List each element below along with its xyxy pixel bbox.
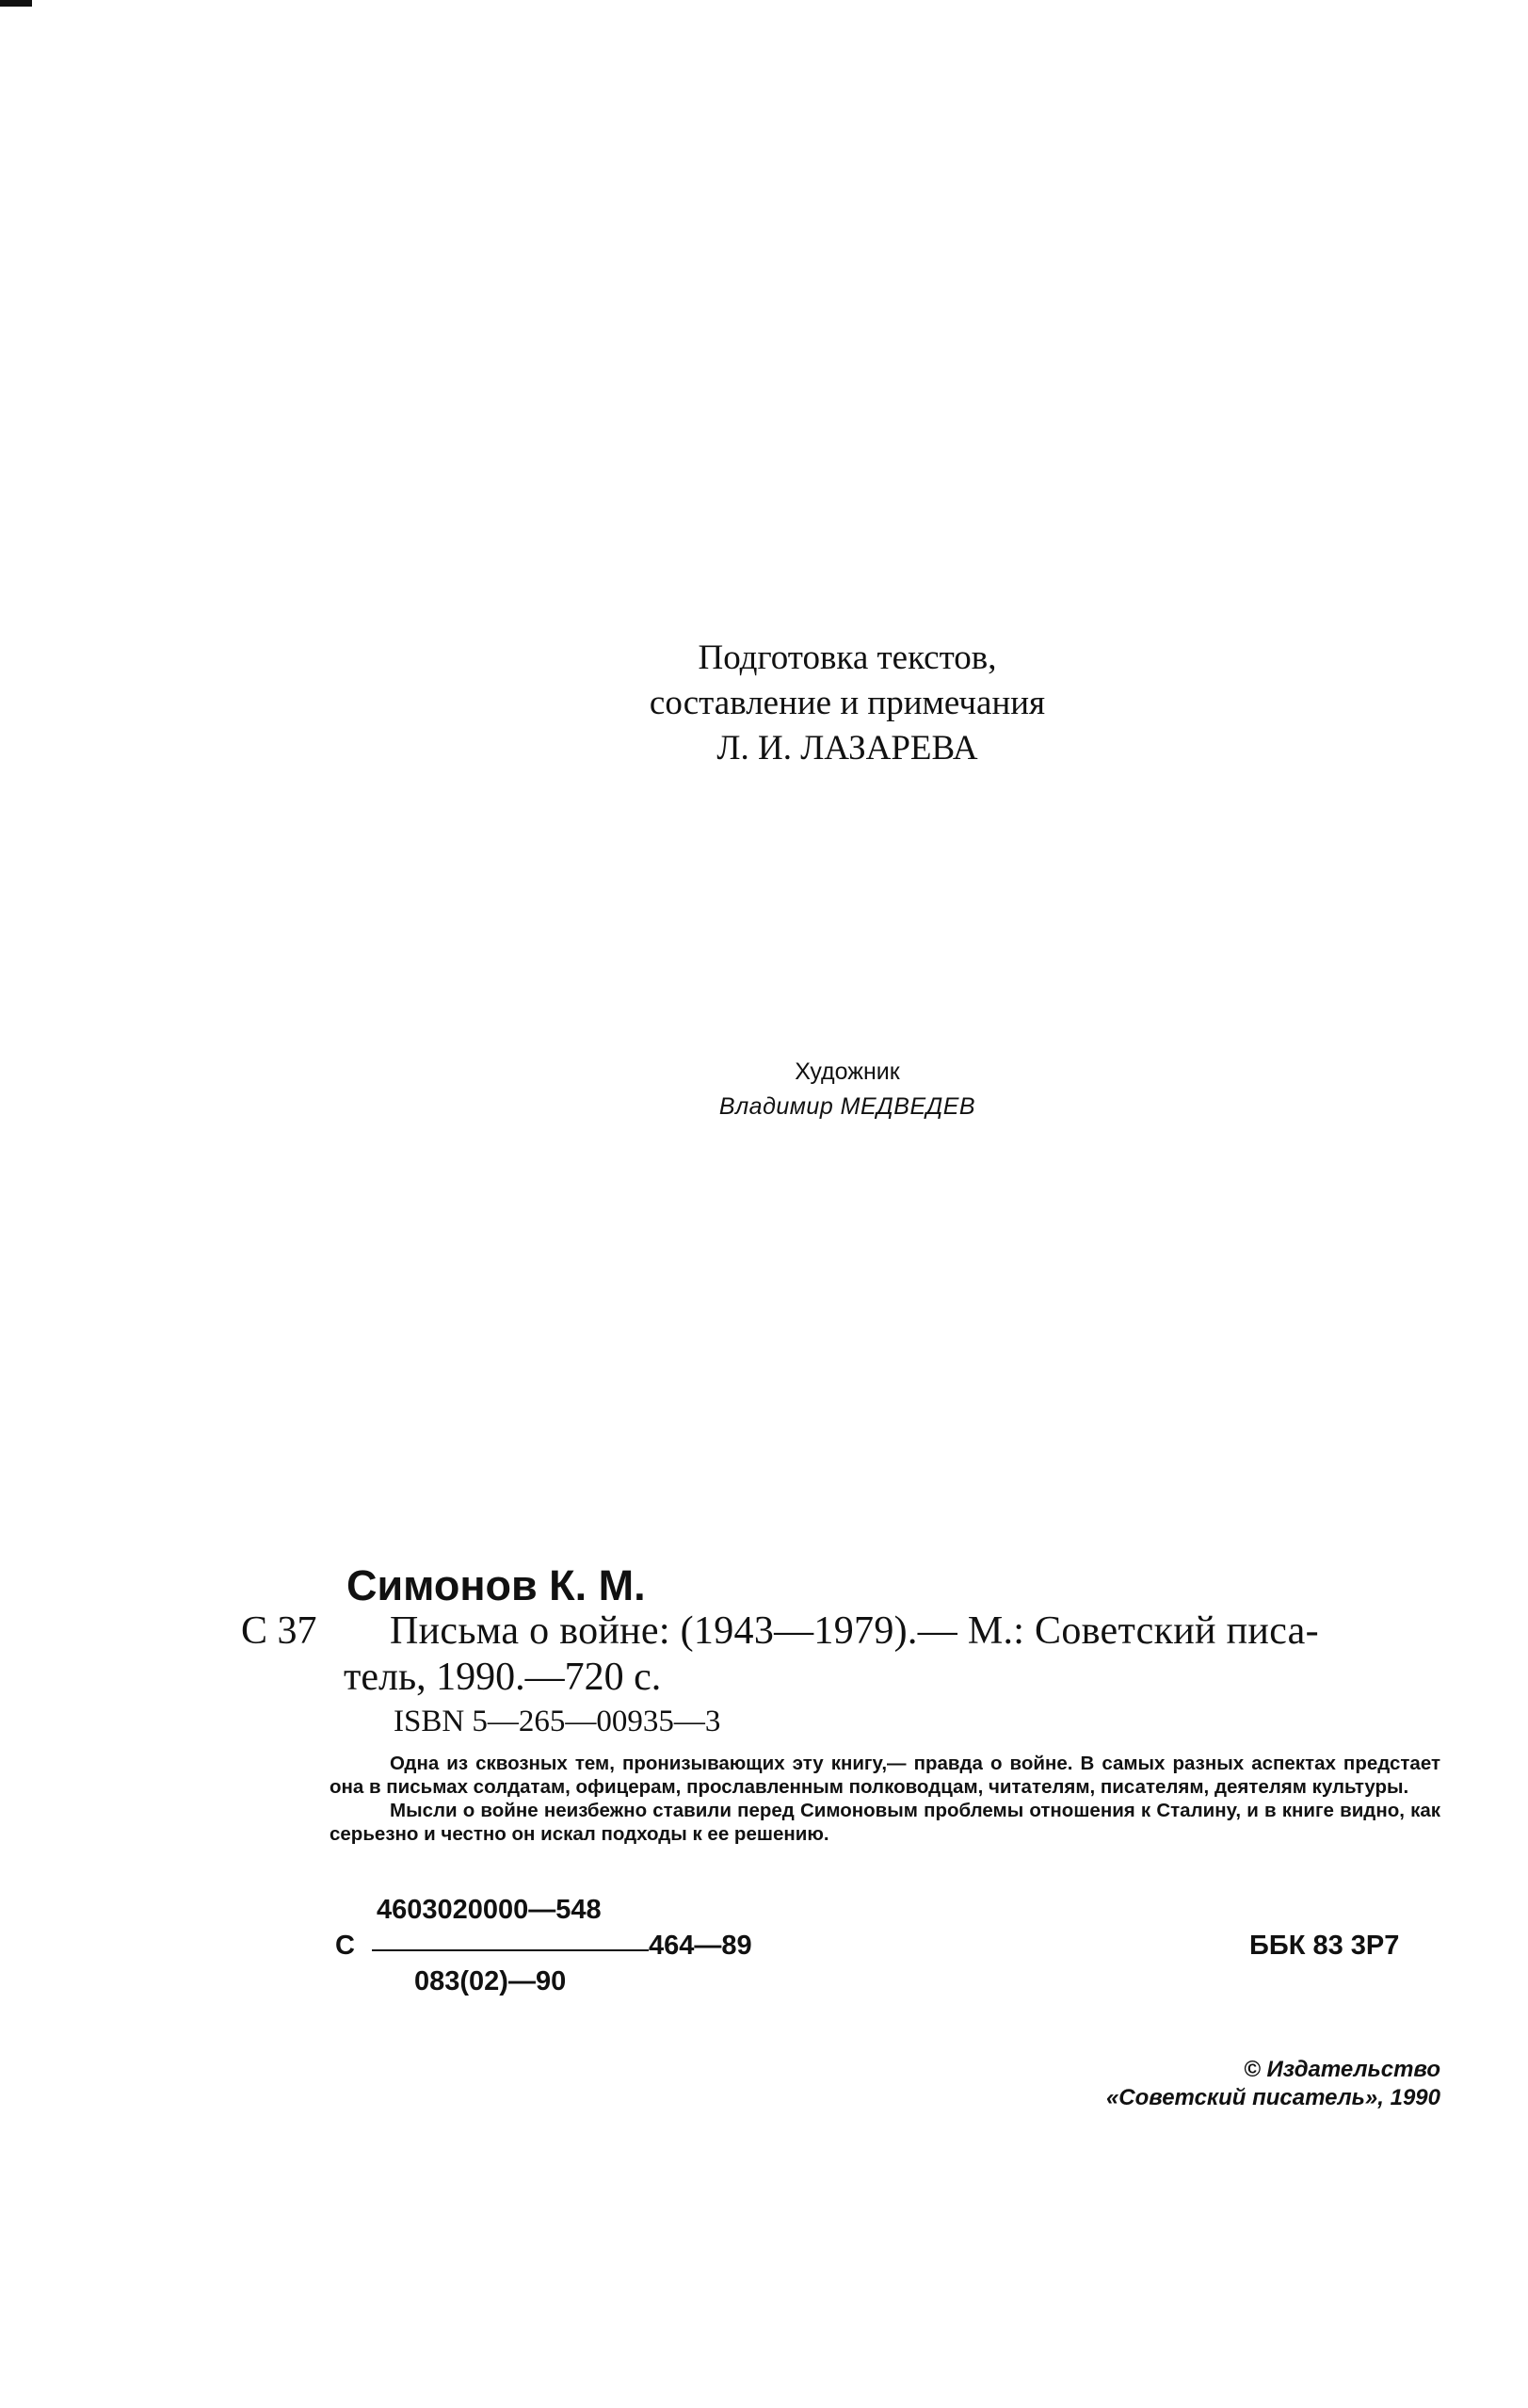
artist-name: Владимир МЕДВЕДЕВ bbox=[718, 1093, 976, 1120]
book-title-line-2: тель, 1990.—720 с. bbox=[344, 1656, 662, 1699]
scan-edge-mark bbox=[0, 0, 32, 7]
author-heading: Симонов К. М. bbox=[346, 1561, 646, 1609]
annotation-paragraph-1: Одна из сквозных тем, пронизывающих эту книгу,— правда о войне. В самых разных аспектах предстает она в письмах солдатам, офицерам, прославленным полководцам, читателям, писателям, деятелям культуры. bbox=[330, 1753, 1440, 1798]
copyright-line-1: © Издательство bbox=[1244, 2057, 1440, 2082]
prep-line-2: составление и примечания bbox=[649, 684, 1046, 722]
library-class-code: С 37 bbox=[241, 1609, 317, 1653]
prep-line-1: Подготовка текстов, bbox=[698, 638, 997, 677]
index-code-fraction-line bbox=[372, 1949, 649, 1951]
annotation bbox=[330, 1752, 1440, 1846]
bbk-code: ББК 83 3Р7 bbox=[1249, 1931, 1400, 1961]
artist-credit bbox=[546, 1055, 1149, 1124]
copyright-notice bbox=[1045, 2056, 1440, 2112]
isbn: ISBN 5—265—00935—3 bbox=[394, 1705, 721, 1738]
annotation-paragraph-2: Мысли о войне неизбежно ставили перед Симоновым проблемы отношения к Сталину, и в книге видно, как серьезно и честно он искал подходы к ее решению. bbox=[330, 1800, 1440, 1845]
index-code-denominator: 083(02)—90 bbox=[414, 1966, 567, 1996]
index-code-suffix: 464—89 bbox=[649, 1931, 752, 1961]
prep-credits bbox=[471, 636, 1224, 771]
artist-role: Художник bbox=[795, 1059, 900, 1085]
index-code-letter: С bbox=[335, 1931, 355, 1961]
index-code-numerator: 4603020000—548 bbox=[377, 1895, 602, 1925]
copyright-line-2: «Советский писатель», 1990 bbox=[1105, 2085, 1440, 2110]
prep-editor-name: Л. И. ЛАЗАРЕВА bbox=[716, 729, 978, 768]
book-title-line-1: Письма о войне: (1943—1979).— М.: Советский писа- bbox=[390, 1609, 1319, 1653]
